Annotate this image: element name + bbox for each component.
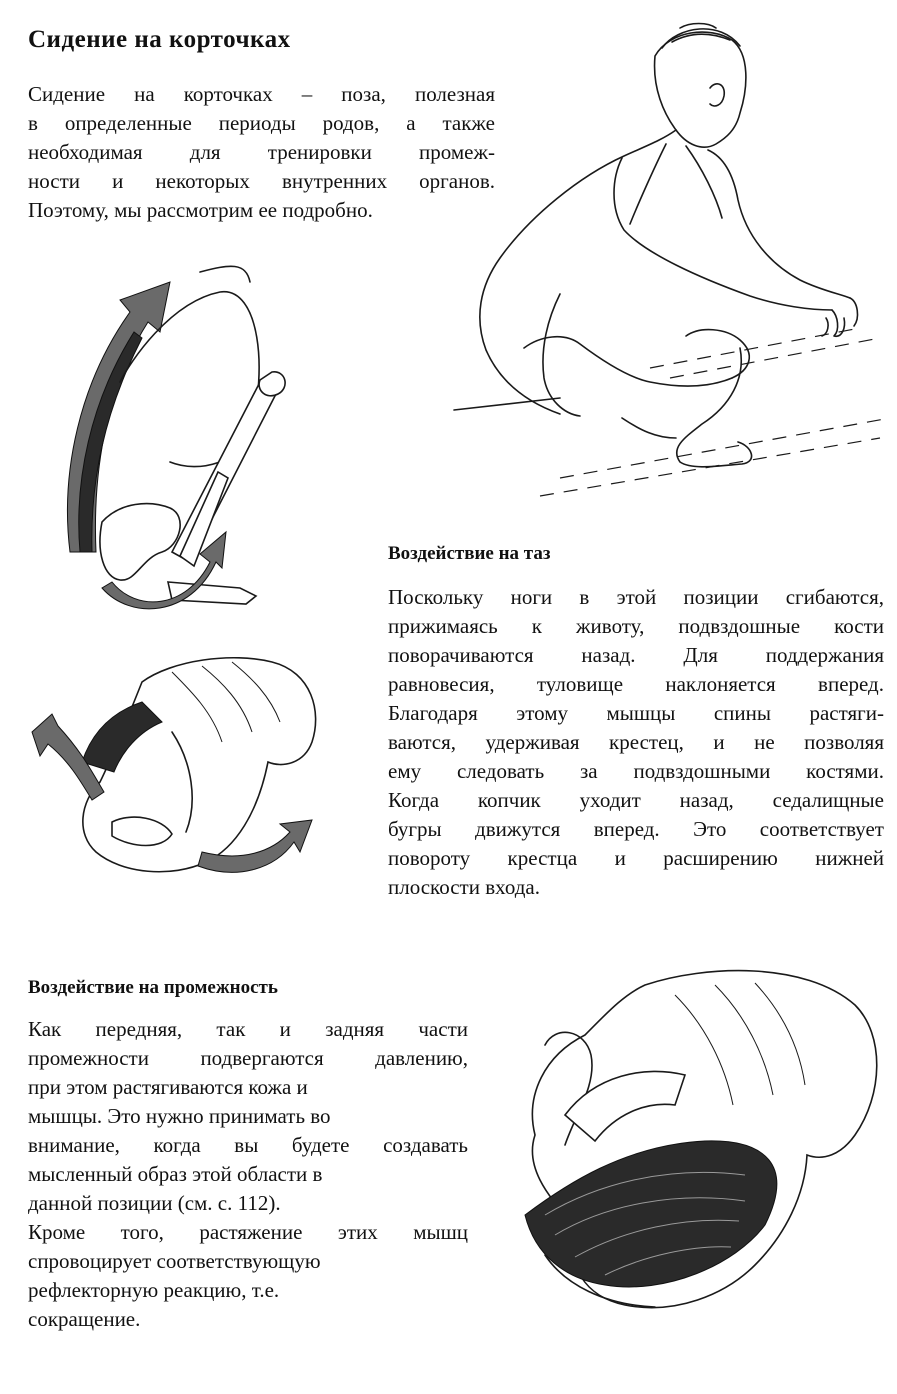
text-line: ности и некоторых внутренних органов. bbox=[28, 169, 495, 193]
page-title: Сидение на корточках bbox=[28, 26, 291, 53]
text-line: внимание, когда вы будете создавать bbox=[28, 1133, 468, 1157]
pelvis-front-view-illustration bbox=[22, 652, 342, 892]
pelvis-side-view-illustration bbox=[50, 262, 270, 617]
text-line: мышцы. Это нужно принимать во bbox=[28, 1104, 331, 1128]
pelvis-perineum-illustration bbox=[505, 965, 890, 1325]
text-line: необходимая для тренировки промеж- bbox=[28, 140, 495, 164]
text-line: ему следовать за подвздошными костями. bbox=[388, 759, 884, 783]
text-line: бугры движутся вперед. Это соответствует bbox=[388, 817, 884, 841]
section-heading-perineum: Воздействие на промежность bbox=[28, 977, 278, 998]
text-line: Благодаря этому мышцы спины растяги- bbox=[388, 701, 884, 725]
text-line: поворачиваются назад. Для поддержания bbox=[388, 643, 884, 667]
text-line: Как передняя, так и задняя части bbox=[28, 1017, 468, 1041]
perineum-paragraph bbox=[28, 1015, 468, 1334]
text-line: спровоцирует соответствующую bbox=[28, 1249, 321, 1273]
text-line: ваются, удерживая крестец, и не позволяя bbox=[388, 730, 884, 754]
text-line: равновесия, туловище наклоняется вперед. bbox=[388, 672, 884, 696]
text-line: данной позиции (см. с. 112). bbox=[28, 1191, 281, 1215]
text-line: плоскости входа. bbox=[388, 875, 540, 899]
section-heading-pelvis: Воздействие на таз bbox=[388, 543, 551, 564]
text-line: Кроме того, растяжение этих мышц bbox=[28, 1220, 468, 1244]
intro-paragraph bbox=[28, 80, 495, 225]
text-line: прижимаясь к животу, подвздошные кости bbox=[388, 614, 884, 638]
squatting-figure-illustration bbox=[440, 18, 890, 498]
text-line: промежности подвергаются давлению, bbox=[28, 1046, 468, 1070]
text-line: повороту крестца и расширению нижней bbox=[388, 846, 884, 870]
pelvis-paragraph bbox=[388, 583, 884, 902]
text-line: Сидение на корточках – поза, полезная bbox=[28, 82, 495, 106]
text-line: Поскольку ноги в этой позиции сгибаются, bbox=[388, 585, 884, 609]
text-line: рефлекторную реакцию, т.е. bbox=[28, 1278, 280, 1302]
text-line: сокращение. bbox=[28, 1307, 141, 1331]
text-line: в определенные периоды родов, а также bbox=[28, 111, 495, 135]
text-line: Поэтому, мы рассмотрим ее подробно. bbox=[28, 198, 373, 222]
text-line: при этом растягиваются кожа и bbox=[28, 1075, 308, 1099]
text-line: мысленный образ этой области в bbox=[28, 1162, 323, 1186]
text-line: Когда копчик уходит назад, седалищные bbox=[388, 788, 884, 812]
